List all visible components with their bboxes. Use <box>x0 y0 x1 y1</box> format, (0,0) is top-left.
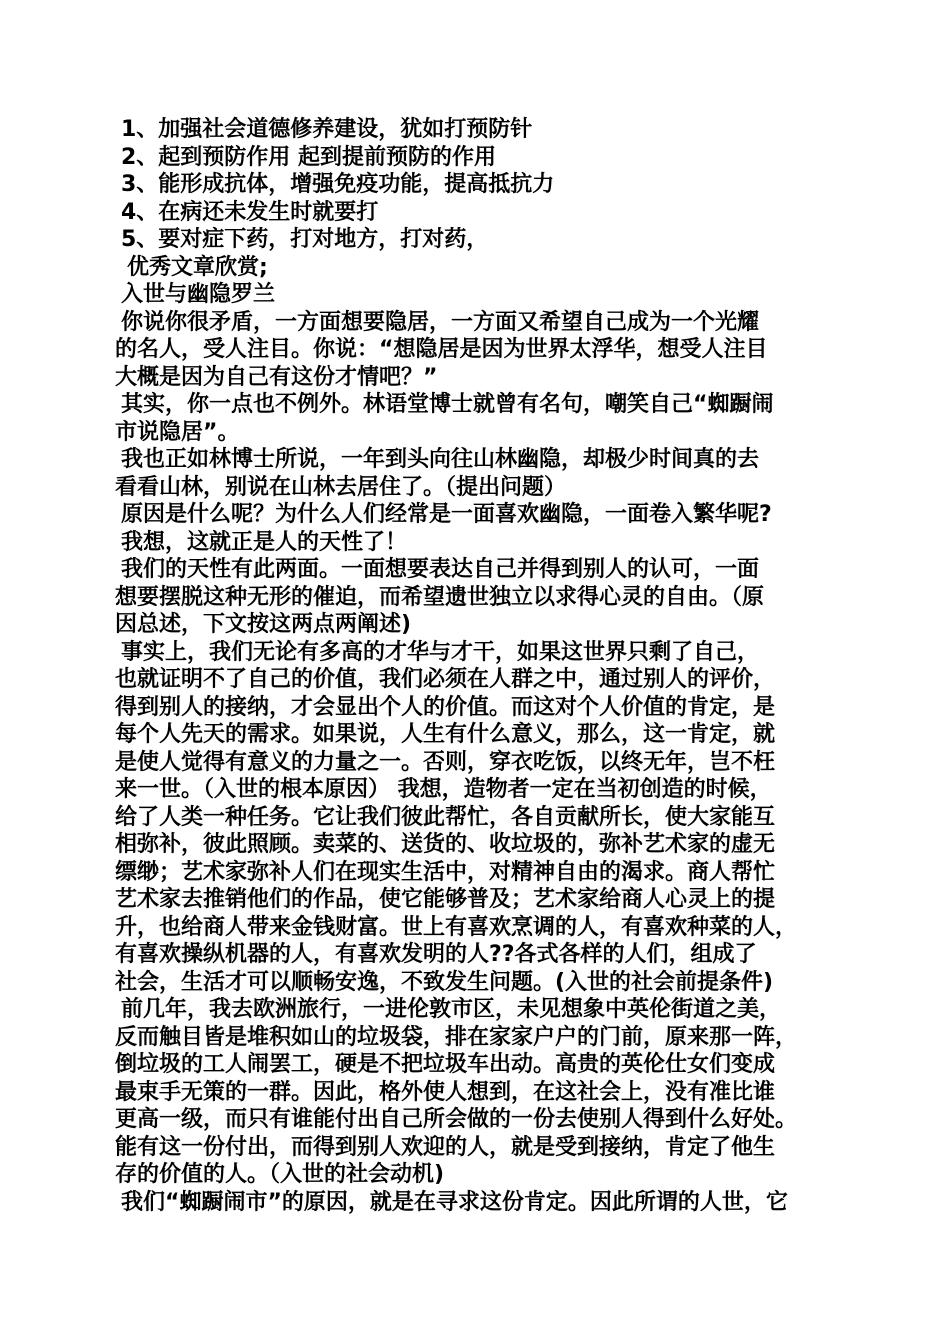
body-line: 存的价值的人。（入世的社会动机) <box>115 1162 445 1187</box>
body-line: 其实，你一点也不例外。林语堂博士就曾有名句，嘲笑自己“蜘蹰闹 <box>121 392 774 417</box>
body-line: 给了人类一种任务。它让我们彼此帮忙，各自贡献所长，使大家能互 <box>115 804 776 830</box>
body-line: 艺术家去推销他们的作品，使它能够普及；艺术家给商人心灵上的提 <box>115 887 776 912</box>
body-line: 能有这一份付出，而得到别人欢迎的人，就是受到接纳，肯定了他生 <box>115 1134 776 1160</box>
body-line: 看看山林，别说在山林去居住了。（提出问题） <box>115 474 567 500</box>
body-line: 最束手无策的一群。因此，格外使人想到，在这社会上，没有准比谁 <box>115 1079 776 1105</box>
body-line: 我们的天性有此两面。一面想要表达自己并得到别人的认可，一面 <box>121 557 760 582</box>
section-label: 优秀文章欣赏; <box>127 254 268 280</box>
list-item: 3、能形成抗体，增强免疫功能，提高抵抗力 <box>121 172 555 197</box>
body-line: 我想，这就正是人的天性了！ <box>121 529 408 555</box>
list-item: 2、起到预防作用 起到提前预防的作用 <box>121 144 496 170</box>
body-line: 大概是因为自己有这份才情吧？” <box>115 364 438 390</box>
article-title: 入世与幽隐罗兰 <box>121 282 276 307</box>
body-line: 因总述，下文按这两点两阐述) <box>115 612 412 637</box>
body-line: 事实上，我们无论有多高的才华与才干，如果这世界只剩了自己， <box>121 639 760 665</box>
body-line: 社会，生活才可以顺畅安逸，不致发生问题。(入世的社会前提条件) <box>115 969 774 995</box>
body-line: 是使人觉得有意义的力量之一。否则，穿衣吃饭，以终无年，岂不枉 <box>115 749 776 775</box>
body-line: 反而触目皆是堆积如山的垃圾袋，排在家家户户的门前，原来那一阵， <box>115 1024 798 1050</box>
body-line: 有喜欢操纵机器的人，有喜欢发明的人??各式各样的人们，组成了 <box>115 942 757 967</box>
body-line: 每个人先天的需求。如果说，人生有什么意义，那么，这一肯定，就 <box>115 722 776 747</box>
body-line: 你说你很矛盾，一方面想要隐居，一方面又希望自己成为一个光耀 <box>121 309 760 335</box>
body-line: 缥缈；艺术家弥补人们在现实生活中，对精神自由的渴求。商人帮忙 <box>115 859 776 885</box>
body-line: 得到别人的接纳，才会显出个人的价值。而这对个人价值的肯定，是 <box>115 694 776 720</box>
body-line: 想要摆脱这种无形的催迫，而希望遗世独立以求得心灵的自由。（原 <box>115 584 765 610</box>
list-item: 5、要对症下药，打对地方，打对药， <box>121 227 489 252</box>
body-line: 我们“蜘蹰闹市”的原因，就是在寻求这份肯定。因此所谓的人世，它 <box>121 1189 788 1215</box>
body-line: 也就证明不了自己的价值，我们必须在人群之中，通过别人的评价， <box>115 667 776 692</box>
list-item: 4、在病还未发生时就要打 <box>121 199 379 225</box>
body-line: 的名人，受人注目。你说：“想隐居是因为世界太浮华，想受人注目 <box>115 337 768 362</box>
body-line: 原因是什么呢？为什么人们经常是一面喜欢幽隐，一面卷入繁华呢? <box>121 502 772 527</box>
body-line: 前几年，我去欧洲旅行，一进伦敦市区，未见想象中英伦街道之美， <box>121 997 782 1022</box>
body-line: 更高一级，而只有谁能付出自己所会做的一份去使别人得到什么好处。 <box>115 1107 798 1132</box>
list-item: 1、加强社会道德修养建设，犹如打预防针 <box>121 117 533 142</box>
body-line: 市说隐居”。 <box>115 419 240 445</box>
body-line: 倒垃圾的工人闹罢工，硬是不把垃圾车出动。高贵的英伦仕女们变成 <box>115 1052 776 1077</box>
body-line: 相弥补，彼此照顾。卖菜的、送货的、收垃圾的，弥补艺术家的虚无 <box>115 832 776 857</box>
body-line: 我也正如林博士所说，一年到头向往山林幽隐，却极少时间真的去 <box>121 447 760 472</box>
body-line: 来一世。（入世的根本原因） 我想，造物者一定在当初创造的时候， <box>115 777 772 802</box>
document-page <box>115 116 835 1216</box>
body-line: 升，也给商人带来金钱财富。世上有喜欢烹调的人，有喜欢种菜的人， <box>115 914 798 940</box>
